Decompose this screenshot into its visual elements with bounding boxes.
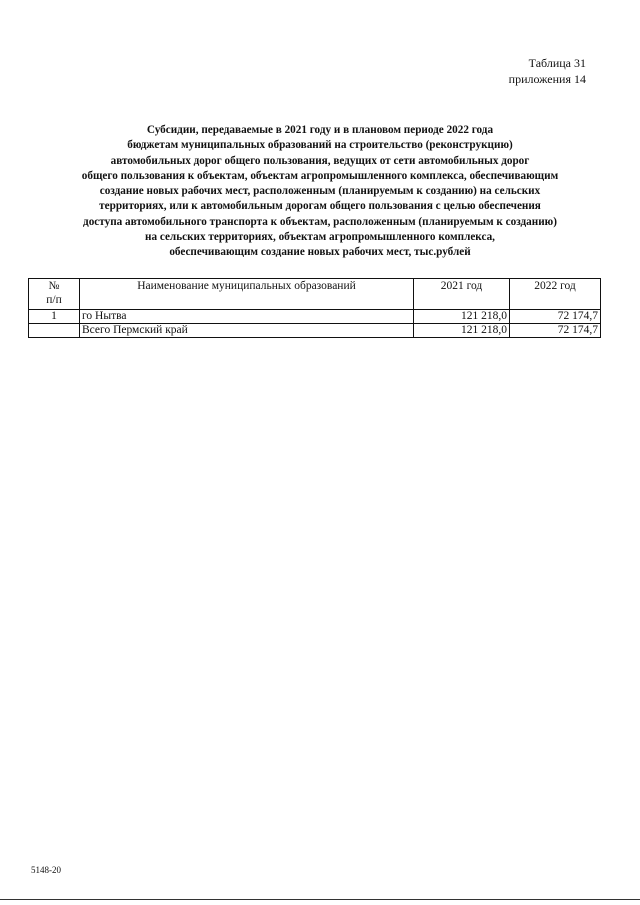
subsidy-table bbox=[28, 278, 601, 338]
table-number: Таблица 31 bbox=[528, 56, 586, 70]
title-line: создание новых рабочих мест, расположенным (планируемым к созданию) на сельских bbox=[99, 185, 541, 198]
table-header-row bbox=[29, 279, 601, 310]
row-number bbox=[29, 324, 80, 338]
row-municipality-name: го Нытва bbox=[80, 310, 414, 324]
page-edge-line bbox=[0, 899, 640, 900]
row-value-2022: 72 174,7 bbox=[510, 310, 601, 324]
title-line: территориях, или к автомобильным дорогам общего пользования с целью обеспечения bbox=[99, 200, 541, 213]
row-value-2021: 121 218,0 bbox=[414, 324, 510, 338]
row-number: 1 bbox=[29, 310, 80, 324]
header-2021: 2021 год bbox=[414, 279, 510, 310]
header-number bbox=[29, 279, 80, 310]
table-reference bbox=[509, 55, 586, 87]
document-code: 5148-20 bbox=[31, 865, 61, 875]
title-line: доступа автомобильного транспорта к объектам, расположенным (планируемым к созданию) bbox=[83, 215, 557, 228]
table-row bbox=[29, 310, 601, 324]
appendix-number: приложения 14 bbox=[508, 72, 586, 86]
title-line: автомобильных дорог общего пользования, ведущих от сети автомобильных дорог bbox=[110, 154, 530, 167]
header-number-line1: № bbox=[48, 280, 60, 292]
header-number-line2: п/п bbox=[46, 294, 62, 306]
document-title bbox=[40, 123, 600, 261]
row-value-2022: 72 174,7 bbox=[510, 324, 601, 338]
header-municipality-name: Наименование муниципальных образований bbox=[80, 279, 414, 310]
title-line: обеспечивающим создание новых рабочих мест, тыс.рублей bbox=[169, 246, 471, 259]
header-2022: 2022 год bbox=[510, 279, 601, 310]
title-line: на сельских территориях, объектам агропромышленного комплекса, bbox=[145, 231, 495, 244]
row-value-2021: 121 218,0 bbox=[414, 310, 510, 324]
table-total-row bbox=[29, 324, 601, 338]
title-line: общего пользования к объектам, объектам агропромышленного комплекса, обеспечивающим bbox=[81, 169, 559, 182]
title-line: бюджетам муниципальных образований на строительство (реконструкцию) bbox=[127, 139, 513, 152]
title-line: Субсидии, передаваемые в 2021 году и в плановом периоде 2022 года bbox=[146, 124, 494, 136]
row-municipality-name: Всего Пермский край bbox=[80, 324, 414, 338]
